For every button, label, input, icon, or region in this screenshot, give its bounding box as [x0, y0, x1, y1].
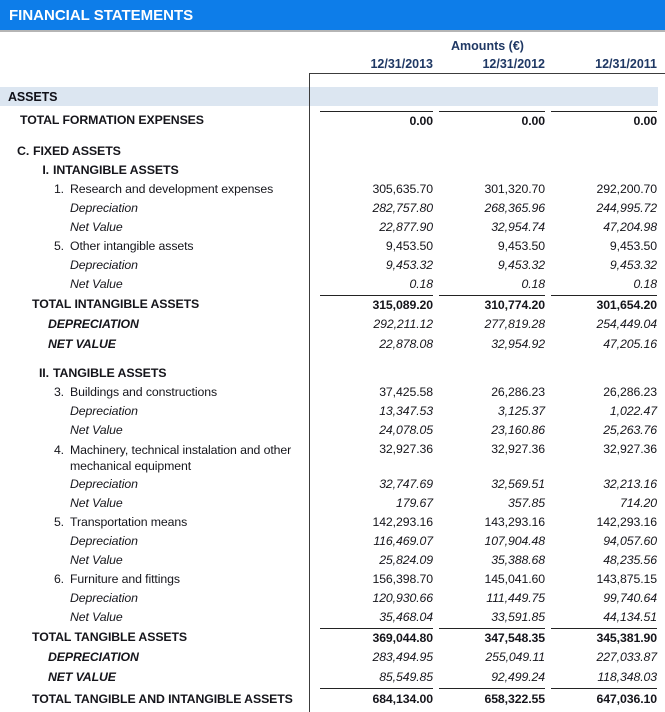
- row-values: [310, 142, 665, 161]
- value-cell: 3,125.37: [497, 404, 545, 418]
- row-prefix: I.: [42, 163, 49, 177]
- table-row: [0, 647, 665, 667]
- table-row: [0, 532, 665, 551]
- row-label-text: TOTAL TANGIBLE ASSETS: [32, 630, 188, 644]
- value-cell: 255,049.11: [485, 650, 545, 664]
- row-label: [0, 402, 310, 421]
- value-cell: 244,995.72: [596, 201, 657, 215]
- row-values: [310, 402, 665, 421]
- value-cell: 24,078.05: [379, 423, 433, 437]
- row-values: [310, 218, 665, 237]
- value-cell: 9,453.32: [609, 258, 657, 272]
- value-cell: 26,286.23: [603, 385, 657, 399]
- value-cell: 92,499.24: [491, 670, 545, 684]
- row-label-text: Depreciation: [70, 258, 138, 272]
- row-label-text: Depreciation: [70, 591, 138, 605]
- row-values: [310, 532, 665, 551]
- table-row: [0, 570, 665, 589]
- row-label: [0, 690, 310, 709]
- value-cell: 32,569.51: [491, 477, 545, 491]
- value-cell: 254,449.04: [596, 317, 657, 331]
- row-label-wrap: [53, 364, 166, 383]
- row-label-text: Net Value: [70, 553, 123, 567]
- value-cell: 684,134.00: [320, 688, 433, 709]
- row-label-text: Net Value: [70, 220, 123, 234]
- row-prefix: 5.: [53, 515, 64, 529]
- row-label-text: TOTAL TANGIBLE AND INTANGIBLE ASSETS: [32, 692, 293, 706]
- row-values: [310, 570, 665, 589]
- value-cell: [439, 364, 545, 383]
- table-row: [0, 551, 665, 570]
- row-label-text: DEPRECIATION: [48, 650, 139, 664]
- row-label-text: Buildings and constructions: [70, 385, 218, 399]
- table-row: [0, 275, 665, 294]
- row-label: [0, 142, 310, 161]
- row-label-wrap: [70, 475, 138, 494]
- row-label: [0, 494, 310, 513]
- row-values: [310, 494, 665, 513]
- row-label-wrap: [33, 142, 121, 161]
- row-label-wrap: [32, 295, 199, 314]
- table-row: [0, 627, 665, 647]
- row-values: [310, 688, 665, 709]
- table-row: [0, 161, 665, 180]
- value-cell: 47,205.16: [603, 337, 657, 351]
- value-cell: 44,134.51: [603, 610, 657, 624]
- row-values: [310, 161, 665, 180]
- row-values: [310, 668, 665, 687]
- value-cell: 32,954.92: [491, 337, 545, 351]
- value-cell: [320, 364, 433, 383]
- row-values: [310, 199, 665, 218]
- value-cell: 99,740.64: [603, 591, 657, 605]
- table-row: [0, 106, 665, 130]
- title-bar: [0, 0, 665, 32]
- value-cell: 301,654.20: [551, 295, 657, 314]
- value-cell: 9,453.50: [609, 239, 657, 253]
- row-values: [310, 315, 665, 334]
- value-cell: 1,022.47: [609, 404, 657, 418]
- table-row: [0, 589, 665, 608]
- blank-strip: [0, 73, 665, 87]
- row-label: [0, 315, 310, 334]
- row-values: [310, 180, 665, 199]
- value-cell: 9,453.50: [385, 239, 433, 253]
- value-cell: 658,322.55: [439, 688, 545, 709]
- row-label-text: Machinery, technical instalation and other: [70, 443, 292, 457]
- value-cell: 315,089.20: [320, 295, 433, 314]
- row-values: [310, 551, 665, 570]
- value-cell: [320, 142, 433, 161]
- table-row: [0, 294, 665, 314]
- value-cell: 9,453.50: [497, 239, 545, 253]
- row-label-text: INTANGIBLE ASSETS: [53, 163, 179, 177]
- row-label: [0, 111, 310, 130]
- row-values: [310, 364, 665, 383]
- row-values: [310, 628, 665, 647]
- table-row: [0, 475, 665, 494]
- row-label-wrap: [70, 513, 187, 532]
- row-label-text: Depreciation: [70, 534, 138, 548]
- row-values: [310, 237, 665, 256]
- value-cell: 310,774.20: [439, 295, 545, 314]
- row-label: [0, 275, 310, 294]
- value-cell: 305,635.70: [372, 182, 433, 196]
- table-row: [0, 364, 665, 383]
- row-label-text: Net Value: [70, 277, 123, 291]
- value-cell: 227,033.87: [596, 650, 657, 664]
- row-prefix: 1.: [53, 182, 64, 196]
- row-label: [0, 608, 310, 627]
- value-cell: 0.00: [439, 111, 545, 130]
- value-cell: 179.67: [395, 496, 433, 510]
- value-cell: 48,235.56: [603, 553, 657, 567]
- table-top-border: [309, 73, 665, 74]
- page-title: FINANCIAL STATEMENTS: [9, 6, 194, 24]
- row-label-text: Depreciation: [70, 201, 138, 215]
- table-row: [0, 199, 665, 218]
- value-cell: 357.85: [507, 496, 545, 510]
- row-label: [0, 551, 310, 570]
- row-label-wrap: [32, 690, 293, 709]
- value-cell: 26,286.23: [491, 385, 545, 399]
- row-values: [310, 256, 665, 275]
- row-prefix: C.: [17, 144, 30, 158]
- value-cell: 85,549.85: [379, 670, 433, 684]
- row-label: [0, 648, 310, 667]
- value-cell: 142,293.16: [596, 515, 657, 529]
- table-row: [0, 402, 665, 421]
- value-cell: 120,930.66: [372, 591, 433, 605]
- value-cell: 9,453.32: [497, 258, 545, 272]
- row-label-wrap: [70, 589, 138, 608]
- row-prefix: 4.: [53, 443, 64, 457]
- value-cell: 32,927.36: [491, 442, 545, 456]
- row-label-text: Net Value: [70, 423, 123, 437]
- value-cell: 118,348.03: [597, 670, 657, 684]
- table-row: [0, 421, 665, 440]
- value-cell: 301,320.70: [484, 182, 545, 196]
- value-cell: 369,044.80: [320, 628, 433, 647]
- amounts-header: Amounts (€): [451, 39, 524, 53]
- row-label-wrap: [70, 551, 123, 570]
- row-label-wrap: [70, 218, 123, 237]
- row-prefix: 5.: [53, 239, 64, 253]
- value-cell: [551, 364, 657, 383]
- row-label-wrap: [48, 668, 116, 687]
- value-cell: 32,213.16: [603, 477, 657, 491]
- row-label: [0, 421, 310, 440]
- value-cell: [439, 161, 545, 180]
- value-cell: 111,449.75: [486, 591, 545, 605]
- value-cell: [320, 161, 433, 180]
- row-label-text: Depreciation: [70, 477, 138, 491]
- row-label: [0, 364, 310, 383]
- row-label-text: Net Value: [70, 496, 123, 510]
- statement-table: [0, 73, 665, 712]
- row-label-text: Other intangible assets: [70, 239, 194, 253]
- row-label-wrap: [70, 494, 123, 513]
- value-cell: 0.18: [409, 277, 433, 291]
- row-label-text: TOTAL INTANGIBLE ASSETS: [32, 297, 200, 311]
- table-left-border: [309, 73, 310, 712]
- table-row: [0, 608, 665, 627]
- table-row: [0, 180, 665, 199]
- column-header-2012: 12/31/2012: [482, 57, 545, 71]
- value-cell: 647,036.10: [551, 688, 657, 709]
- value-cell: 292,211.12: [373, 317, 433, 331]
- value-cell: 268,365.96: [484, 201, 545, 215]
- row-label-text: Research and development expenses: [70, 182, 274, 196]
- value-cell: 282,757.80: [372, 201, 433, 215]
- table-row: [0, 383, 665, 402]
- value-cell: 32,927.36: [379, 442, 433, 456]
- row-label: [0, 440, 310, 474]
- assets-section-header: [0, 87, 658, 106]
- row-label-wrap: [20, 111, 204, 130]
- date-column-headers: [310, 55, 665, 74]
- row-label-wrap: [32, 628, 187, 647]
- value-cell: 156,398.70: [372, 572, 433, 586]
- table-row: [0, 256, 665, 275]
- value-cell: [551, 161, 657, 180]
- row-label-text: NET VALUE: [48, 670, 116, 684]
- value-cell: 116,469.07: [373, 534, 433, 548]
- row-values: [310, 513, 665, 532]
- row-label-wrap: [70, 532, 138, 551]
- row-prefix: 6.: [53, 572, 64, 586]
- row-prefix: 3.: [53, 385, 64, 399]
- row-label-text: Transportation means: [70, 515, 188, 529]
- value-cell: 47,204.98: [603, 220, 657, 234]
- row-label-wrap: [70, 180, 273, 199]
- row-label: [0, 589, 310, 608]
- row-label-text: TOTAL FORMATION EXPENSES: [20, 113, 204, 127]
- row-label: [0, 383, 310, 402]
- row-label: [0, 532, 310, 551]
- row-label-wrap: [53, 161, 179, 180]
- row-label-wrap: [48, 315, 139, 334]
- value-cell: 25,263.76: [603, 423, 657, 437]
- value-cell: 13,347.53: [379, 404, 433, 418]
- row-label-wrap: [48, 335, 116, 354]
- value-cell: 142,293.16: [372, 515, 433, 529]
- value-cell: 143,293.16: [484, 515, 545, 529]
- value-cell: 32,747.69: [379, 477, 433, 491]
- row-label-text: NET VALUE: [48, 337, 116, 351]
- value-cell: 107,904.48: [484, 534, 545, 548]
- row-label: [0, 237, 310, 256]
- row-label: [0, 628, 310, 647]
- assets-section-label: ASSETS: [8, 89, 58, 104]
- row-label: [0, 570, 310, 589]
- row-label-text: Depreciation: [70, 404, 138, 418]
- value-cell: 9,453.32: [385, 258, 433, 272]
- row-values: [310, 589, 665, 608]
- row-values: [310, 383, 665, 402]
- row-label-wrap: [70, 421, 123, 440]
- row-label-line2: mechanical equipment: [70, 459, 192, 473]
- row-label: [0, 475, 310, 494]
- row-label-wrap: [70, 442, 291, 474]
- row-label-wrap: [70, 275, 123, 294]
- value-cell: 32,954.74: [491, 220, 545, 234]
- value-cell: [551, 142, 657, 161]
- row-values: [310, 440, 665, 459]
- row-label: [0, 218, 310, 237]
- row-label-wrap: [70, 256, 138, 275]
- value-cell: [439, 142, 545, 161]
- value-cell: 25,824.09: [379, 553, 433, 567]
- row-label-wrap: [70, 402, 138, 421]
- row-values: [310, 475, 665, 494]
- table-row: [0, 687, 665, 709]
- value-cell: 345,381.90: [551, 628, 657, 647]
- value-cell: 714.20: [619, 496, 657, 510]
- table-row: [0, 314, 665, 334]
- table-row: [0, 218, 665, 237]
- row-label: [0, 180, 310, 199]
- value-cell: 0.00: [320, 111, 433, 130]
- row-values: [310, 421, 665, 440]
- table-rows: [0, 106, 665, 709]
- row-label-text: FIXED ASSETS: [33, 144, 121, 158]
- value-cell: 35,468.04: [379, 610, 433, 624]
- row-values: [310, 111, 665, 130]
- value-cell: 145,041.60: [484, 572, 545, 586]
- row-values: [310, 295, 665, 314]
- value-cell: 22,878.08: [379, 337, 433, 351]
- row-label: [0, 256, 310, 275]
- row-label: [0, 161, 310, 180]
- row-label-wrap: [70, 199, 138, 218]
- value-cell: 35,388.68: [491, 553, 545, 567]
- row-prefix: II.: [38, 366, 49, 380]
- value-cell: 0.00: [551, 111, 657, 130]
- row-label-wrap: [70, 237, 193, 256]
- row-label: [0, 668, 310, 687]
- value-cell: 32,927.36: [603, 442, 657, 456]
- row-label: [0, 295, 310, 314]
- column-header-2013: 12/31/2013: [370, 57, 433, 71]
- row-values: [310, 275, 665, 294]
- row-label-wrap: [48, 648, 139, 667]
- table-row: [0, 142, 665, 161]
- row-label-wrap: [70, 608, 123, 627]
- value-cell: 277,819.28: [484, 317, 545, 331]
- row-values: [310, 335, 665, 354]
- value-cell: 347,548.35: [439, 628, 545, 647]
- table-row: [0, 667, 665, 687]
- row-label-text: TANGIBLE ASSETS: [53, 366, 167, 380]
- value-cell: 292,200.70: [596, 182, 657, 196]
- value-cell: 33,591.85: [491, 610, 545, 624]
- value-cell: 283,494.95: [372, 650, 433, 664]
- value-cell: 37,425.58: [379, 385, 433, 399]
- row-label-wrap: [70, 570, 180, 589]
- value-cell: 0.18: [633, 277, 657, 291]
- row-label: [0, 513, 310, 532]
- value-cell: 22,877.90: [379, 220, 433, 234]
- table-row: [0, 513, 665, 532]
- row-label: [0, 199, 310, 218]
- table-row: [0, 334, 665, 354]
- value-cell: 23,160.86: [491, 423, 545, 437]
- row-label: [0, 335, 310, 354]
- column-header-area: [0, 32, 665, 73]
- table-row: [0, 237, 665, 256]
- value-cell: 143,875.15: [596, 572, 657, 586]
- value-cell: 94,057.60: [603, 534, 657, 548]
- value-cell: 0.18: [521, 277, 545, 291]
- row-label-text: DEPRECIATION: [48, 317, 139, 331]
- row-label-text: Furniture and fittings: [70, 572, 180, 586]
- row-label-wrap: [70, 383, 217, 402]
- table-row: [0, 440, 665, 475]
- table-row: [0, 494, 665, 513]
- row-values: [310, 608, 665, 627]
- row-values: [310, 648, 665, 667]
- column-header-2011: 12/31/2011: [595, 57, 657, 71]
- row-label-text: Net Value: [70, 610, 123, 624]
